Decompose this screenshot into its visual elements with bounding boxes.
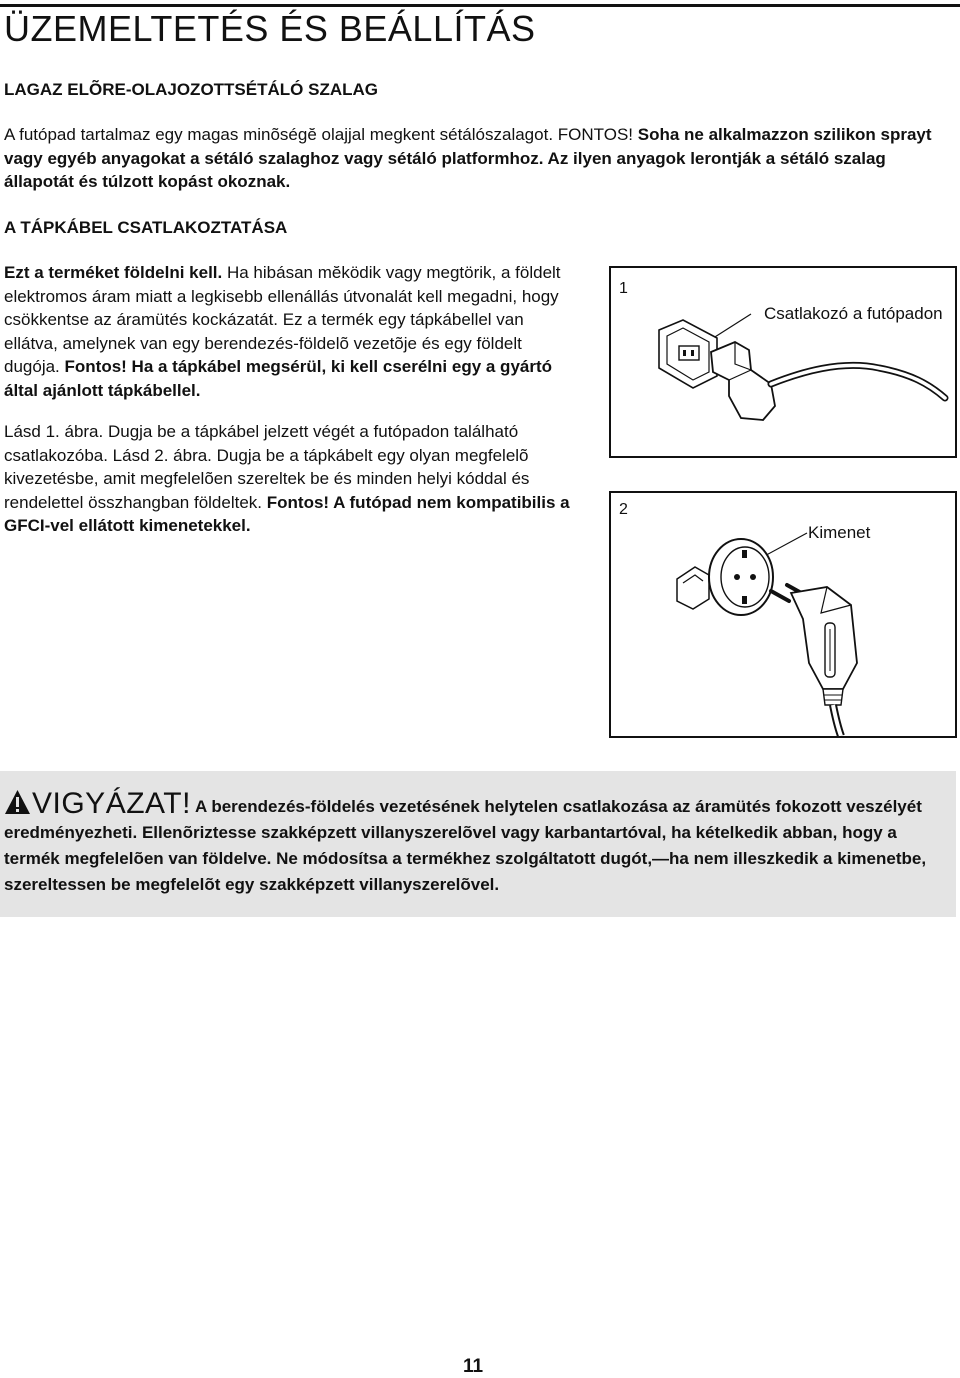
belt-text-normal: A futópad tartalmaz egy magas minõségĕ olajjal megkent sétálószalagot. FONTOS! (4, 125, 638, 144)
warning-triangle-icon (4, 789, 31, 815)
page-title: ÜZEMELTETÉS ÉS BEÁLLÍTÁS (4, 8, 536, 49)
power-cord-paragraph-1 (4, 261, 582, 402)
figure-1-number: 1 (619, 280, 628, 297)
warning-box (0, 771, 956, 917)
figure-2-label: Kimenet (808, 523, 871, 542)
belt-text-bold: Soha ne alkalmazzon szilikon sprayt vagy egyéb anyagokat a sétáló szalaghoz vagy sétáló platformhoz. Az ilyen anyagok lerontják a sétáló szalag állapotát és túlzott kopást okoznak. (4, 125, 932, 191)
page-number: 11 (463, 1356, 484, 1377)
belt-paragraph (4, 123, 952, 194)
treadmill-receptacle-illustration (611, 268, 955, 456)
warning-paragraph (4, 789, 949, 898)
important-bold-text: Fontos! Ha a tápkábel megsérül, ki kell cserélni egy a gyártó által ajánlott tápkábellel. (4, 357, 553, 400)
gfci-bold-text: Fontos! A futópad nem kompatibilis a GFCI-vel ellátott kimenetekkel. (4, 492, 570, 535)
plug-in-normal-text: Lásd 1. ábra. Dugja be a tápkábel jelzett végét a futópadon található csatlakozóba. Lásd 2. ábra. Dugja be a tápkábelt egy olyan megfelelõ kivezetésbe, amit megfelelõen szereltek be és minden helyi kóddal és rendelettel összhangban földeltek. (4, 422, 530, 512)
grounding-normal-text: Ha hibásan mĕködik vagy megtörik, a földelt elektromos áram miatt a legkisebb ellenállás útvonalát kell megadni, hogy csökkentse az áramütés kockázatát. Ez a termék egy tápkábellel van ellátva, amelynek van egy berendezés-földelõ vezetõje és egy földelt dugója. (4, 263, 561, 376)
power-cord-paragraph-2 (4, 420, 582, 538)
figure-1-box (609, 266, 957, 458)
section-heading-belt: LAGAZ ELÕRE-OLAJOZOTTSÉTÁLÓ SZALAG (4, 80, 378, 99)
grounding-bold-text: Ezt a terméket földelni kell. (4, 263, 223, 282)
top-rule (0, 4, 960, 7)
warning-heading: VIGYÁZAT! (32, 787, 191, 820)
figure-1-label: Csatlakozó a futópadon (764, 304, 943, 323)
section-heading-power-cord: A TÁPKÁBEL CSATLAKOZTATÁSA (4, 218, 288, 237)
warning-text: A berendezés-földelés vezetésének helytelen csatlakozása az áramütés fokozott veszélyét eredményezheti. Ellenõriztesse szakképzett villanyszerelõvel vagy karbantartóval, ha kételkedik abban, hogy a termék megfelelõen van földelve. Ne módosítsa a termékhez szolgáltatott dugót,—ha nem illeszkedik a kimenetbe, szereltessen be megfelelõt egy szakképzett villanyszerelõvel. (4, 797, 927, 894)
figure-2-number: 2 (619, 501, 628, 518)
figure-2-box (609, 491, 957, 738)
outlet-plug-illustration (611, 493, 955, 736)
